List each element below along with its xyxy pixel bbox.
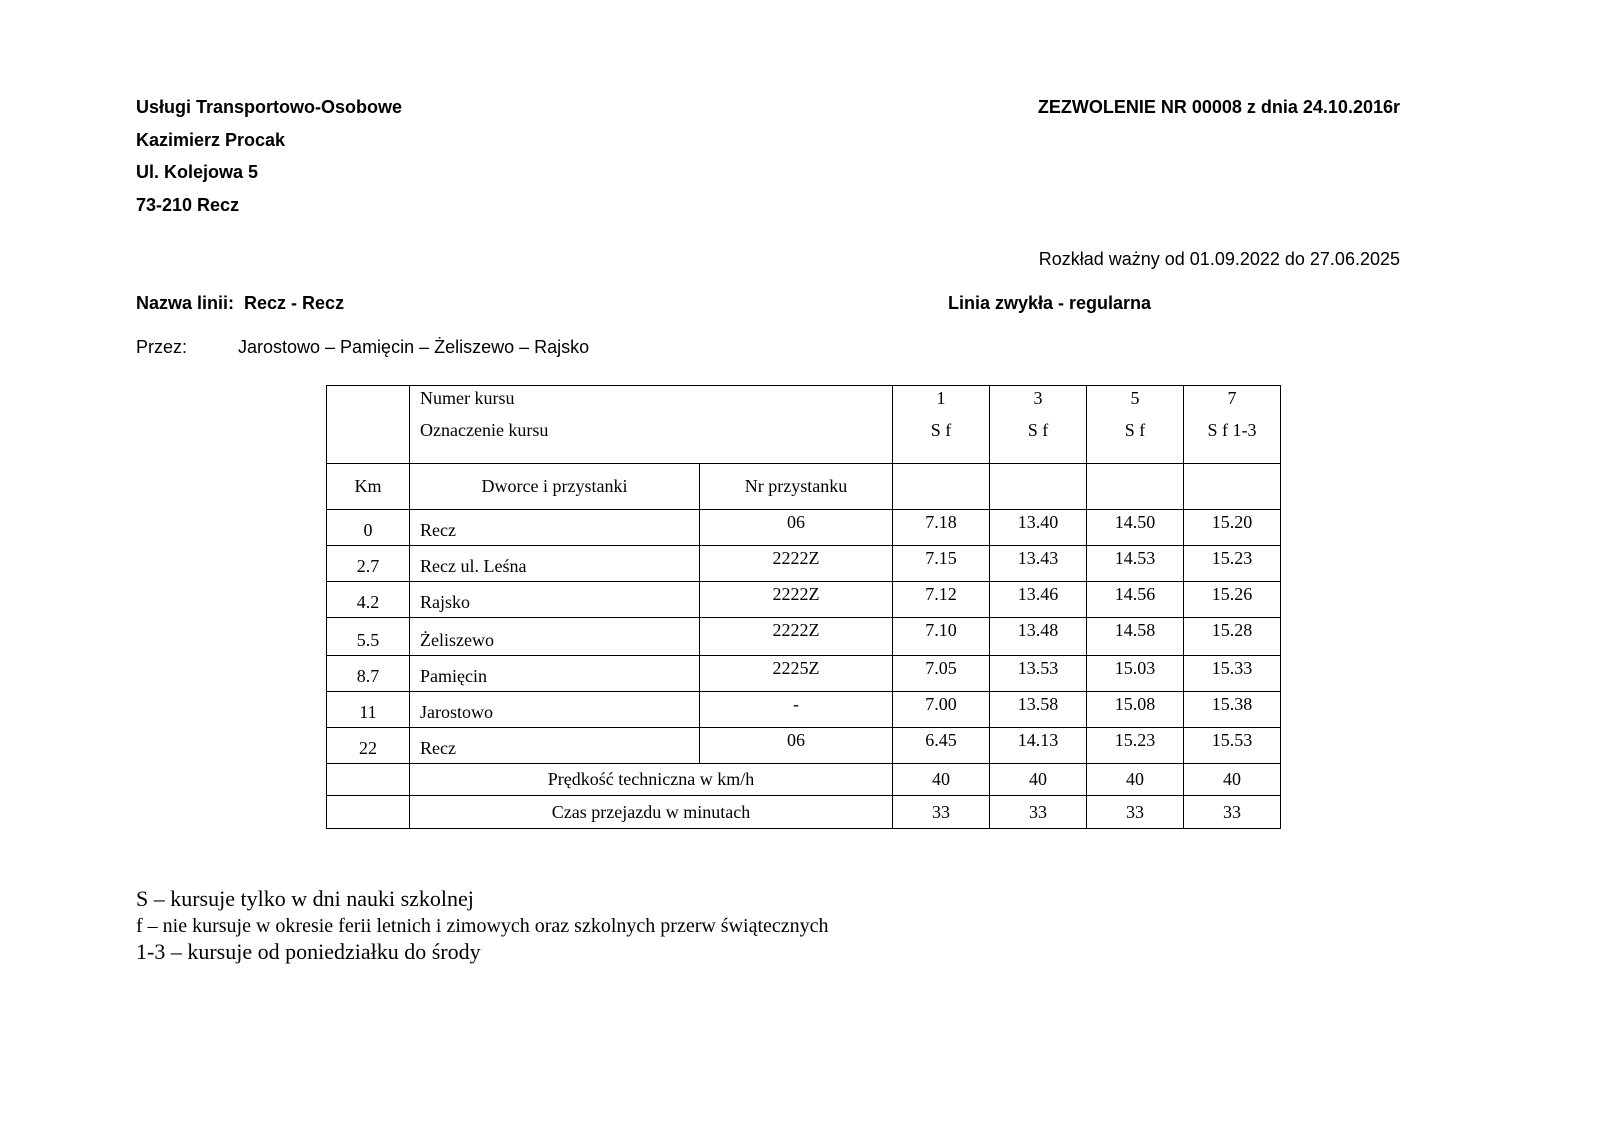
- time-cell: 14.50: [1087, 510, 1184, 546]
- time-cell: 7.05: [893, 656, 990, 692]
- travel-time-row: [327, 796, 1281, 829]
- col-header-stations: Dworce i przystanki: [410, 464, 700, 510]
- stop-no-cell: 2222Z: [700, 618, 893, 656]
- empty-cell: [1087, 464, 1184, 510]
- km-cell: 2.7: [327, 546, 410, 582]
- time-cell: 7.15: [893, 546, 990, 582]
- time-cell: 14.58: [1087, 618, 1184, 656]
- legend-f: f – nie kursuje w okresie ferii letnich i zimowych oraz szkolnych przerw świątecznych: [136, 915, 829, 937]
- company-city: 73-210 Recz: [136, 195, 240, 215]
- time-cell: 14.53: [1087, 546, 1184, 582]
- course-marking-label: Oznaczenie kursu: [420, 420, 549, 440]
- company-street: Ul. Kolejowa 5: [136, 162, 259, 182]
- travel-time-value: 33: [990, 796, 1087, 829]
- course-marking: S f 1-3: [1207, 420, 1257, 440]
- permit-number: ZEZWOLENIE NR 00008 z dnia 24.10.2016r: [1037, 97, 1400, 117]
- col-header-stop-no: Nr przystanku: [700, 464, 893, 510]
- time-cell: 7.12: [893, 582, 990, 618]
- line-name: [136, 293, 344, 314]
- via-label: Przez:: [136, 337, 188, 357]
- time-cell: 14.56: [1087, 582, 1184, 618]
- column-header-row: [327, 464, 1281, 510]
- km-cell: 4.2: [327, 582, 410, 618]
- station-cell: Żeliszewo: [410, 618, 700, 656]
- line-name-label: Nazwa linii:: [136, 293, 235, 313]
- stop-no-cell: 06: [700, 510, 893, 546]
- line-type: Linia zwykła - regularna: [948, 293, 1152, 313]
- empty-cell: [327, 764, 410, 796]
- table-row: [327, 546, 1281, 582]
- validity-period: Rozkład ważny od 01.09.2022 do 27.06.2025: [1038, 249, 1400, 269]
- course-3: [990, 386, 1087, 464]
- table-row: [327, 692, 1281, 728]
- time-cell: 15.20: [1184, 510, 1281, 546]
- company-owner: Kazimierz Procak: [136, 130, 286, 150]
- course-1: [893, 386, 990, 464]
- travel-time-value: 33: [1184, 796, 1281, 829]
- km-cell: 8.7: [327, 656, 410, 692]
- station-cell: Recz: [410, 728, 700, 764]
- course-labels: [410, 386, 893, 464]
- km-cell: 0: [327, 510, 410, 546]
- station-cell: Pamięcin: [410, 656, 700, 692]
- course-number-label: Numer kursu: [420, 388, 515, 408]
- time-cell: 15.08: [1087, 692, 1184, 728]
- time-cell: 15.28: [1184, 618, 1281, 656]
- stop-no-cell: 06: [700, 728, 893, 764]
- station-cell: Recz: [410, 510, 700, 546]
- course-number: 5: [1130, 388, 1140, 408]
- line-name-value: Recz - Recz: [244, 293, 345, 313]
- legend-s: S – kursuje tylko w dni nauki szkolnej: [136, 886, 474, 911]
- course-header-row: [327, 386, 1281, 464]
- speed-value: 40: [1087, 764, 1184, 796]
- via-route: Jarostowo – Pamięcin – Żeliszewo – Rajsko: [238, 337, 590, 357]
- company-name: Usługi Transportowo-Osobowe: [136, 97, 403, 117]
- stop-no-cell: -: [700, 692, 893, 728]
- legend-1-3: 1-3 – kursuje od poniedziałku do środy: [136, 939, 481, 964]
- time-cell: 13.46: [990, 582, 1087, 618]
- timetable: [326, 385, 1281, 829]
- course-marking: S f: [930, 420, 952, 440]
- station-cell: Rajsko: [410, 582, 700, 618]
- time-cell: 13.53: [990, 656, 1087, 692]
- time-cell: 15.33: [1184, 656, 1281, 692]
- time-cell: 13.48: [990, 618, 1087, 656]
- time-cell: 15.03: [1087, 656, 1184, 692]
- time-cell: 13.43: [990, 546, 1087, 582]
- time-cell: 15.23: [1087, 728, 1184, 764]
- table-row: [327, 728, 1281, 764]
- travel-time-value: 33: [1087, 796, 1184, 829]
- time-cell: 14.13: [990, 728, 1087, 764]
- time-cell: 15.53: [1184, 728, 1281, 764]
- empty-cell: [327, 796, 410, 829]
- course-marking: S f: [1027, 420, 1049, 440]
- time-cell: 15.26: [1184, 582, 1281, 618]
- col-header-km: Km: [327, 464, 410, 510]
- station-cell: Recz ul. Leśna: [410, 546, 700, 582]
- speed-value: 40: [1184, 764, 1281, 796]
- speed-value: 40: [990, 764, 1087, 796]
- km-cell: 11: [327, 692, 410, 728]
- empty-cell: [1184, 464, 1281, 510]
- time-cell: 13.58: [990, 692, 1087, 728]
- stop-no-cell: 2225Z: [700, 656, 893, 692]
- speed-value: 40: [893, 764, 990, 796]
- time-cell: 7.10: [893, 618, 990, 656]
- station-cell: Jarostowo: [410, 692, 700, 728]
- table-row: [327, 582, 1281, 618]
- travel-time-label: Czas przejazdu w minutach: [410, 796, 893, 829]
- course-number: 7: [1227, 388, 1237, 408]
- stop-no-cell: 2222Z: [700, 546, 893, 582]
- empty-cell: [327, 386, 410, 464]
- time-cell: 7.00: [893, 692, 990, 728]
- time-cell: 15.38: [1184, 692, 1281, 728]
- travel-time-value: 33: [893, 796, 990, 829]
- table-row: [327, 656, 1281, 692]
- km-cell: 22: [327, 728, 410, 764]
- time-cell: 6.45: [893, 728, 990, 764]
- empty-cell: [893, 464, 990, 510]
- time-cell: 7.18: [893, 510, 990, 546]
- speed-row: [327, 764, 1281, 796]
- course-number: 3: [1033, 388, 1043, 408]
- course-7: [1184, 386, 1281, 464]
- course-5: [1087, 386, 1184, 464]
- speed-label: Prędkość techniczna w km/h: [410, 764, 893, 796]
- empty-cell: [990, 464, 1087, 510]
- table-row: [327, 510, 1281, 546]
- stop-no-cell: 2222Z: [700, 582, 893, 618]
- time-cell: 15.23: [1184, 546, 1281, 582]
- course-number: 1: [936, 388, 946, 408]
- km-cell: 5.5: [327, 618, 410, 656]
- time-cell: 13.40: [990, 510, 1087, 546]
- table-row: [327, 618, 1281, 656]
- course-marking: S f: [1124, 420, 1146, 440]
